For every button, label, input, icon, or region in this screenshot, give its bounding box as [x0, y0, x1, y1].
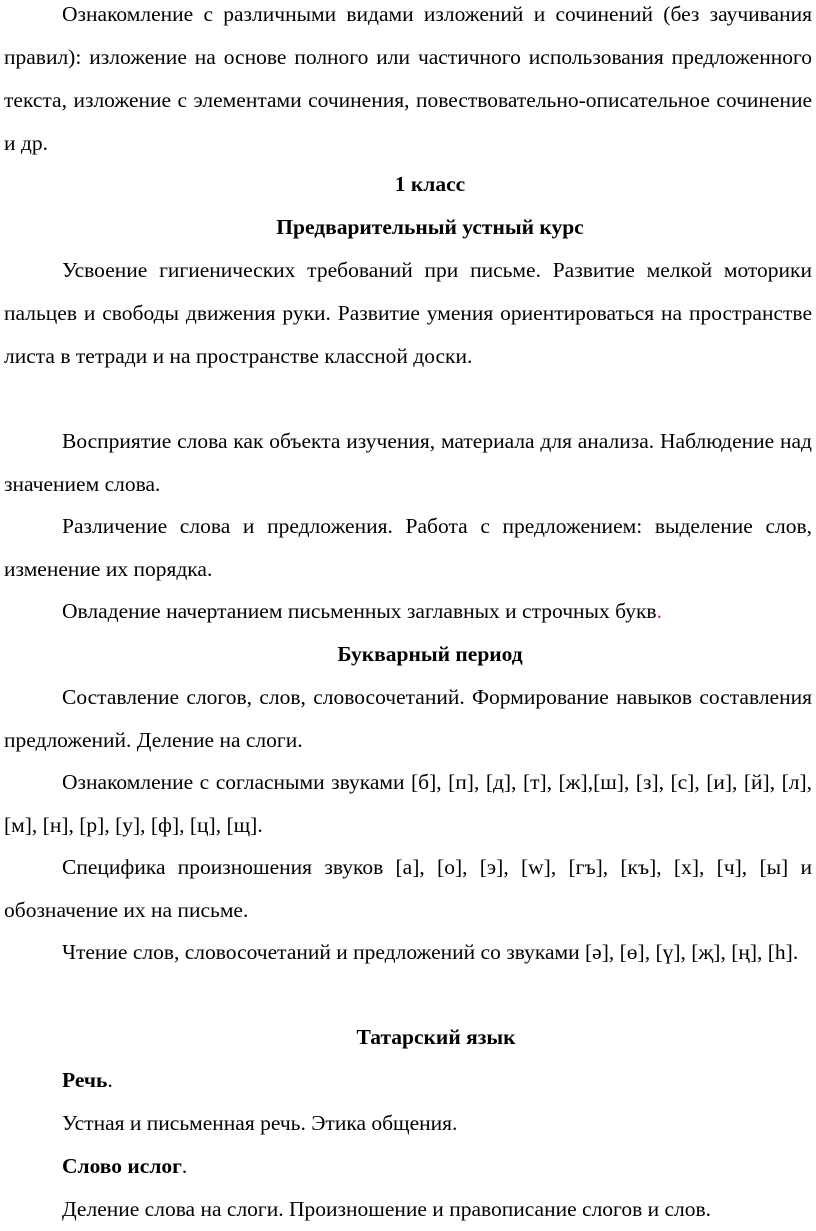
paragraph-oral-written: Устная и письменная речь. Этика общения.: [62, 1111, 458, 1135]
paragraph-hygiene: Усвоение гигиенических требований при письме. Развитие мелкой моторики пальцев и свободы движения руки. Развитие умения ориентироваться на пространстве листа в тетради и на пространстве классной доски.: [4, 258, 812, 368]
paragraph-sentence-work: Различение слова и предложения. Работа с предложением: выделение слов, изменение их порядка.: [4, 514, 812, 581]
subheading-speech: [4, 1059, 812, 1102]
paragraph-compositions: Ознакомление с различными видами изложений и сочинений (без заучивания правил): изложение на основе полного или частичного использования предложенного текста, изложение с элементами сочинения, повествовательно-описательное сочинение и др.: [4, 2, 812, 155]
paragraph-reading: Чтение слов, словосочетаний и предложений со звуками [ə], [ө], [ү], [җ], [ң], [һ].: [62, 940, 799, 964]
heading-tatar-language: Татарский язык: [356, 1025, 516, 1049]
letter-writing-text: Овладение начертанием письменных заглавных и строчных букв: [62, 599, 657, 623]
paragraph-letter-writing: [4, 590, 812, 633]
subheading-word-syllable: [4, 1145, 812, 1188]
paragraph-pronunciation: Специфика произношения звуков [а], [о], [э], [w], [гъ], [къ], [х], [ч], [ы] и обозначение их на письме.: [4, 855, 812, 922]
word-syllable-label: Слово ислог: [62, 1154, 182, 1178]
speech-dot: .: [107, 1068, 113, 1092]
word-syllable-dot: .: [181, 1154, 188, 1178]
letter-writing-dot: .: [656, 599, 662, 623]
heading-oral-course: Предварительный устный курс: [276, 215, 584, 239]
paragraph-syllable-division: Деление слова на слоги. Произношение и правописание слогов и слов.: [62, 1197, 712, 1221]
heading-grade-1: 1 класс: [394, 172, 466, 196]
paragraph-word-perception: Восприятие слова как объекта изучения, материала для анализа. Наблюдение над значением слова.: [4, 429, 812, 496]
paragraph-syllables: Составление слогов, слов, словосочетаний. Формирование навыков составления предложений. Деление на слоги.: [4, 685, 812, 752]
heading-abc-period: Букварный период: [337, 642, 523, 666]
paragraph-consonants: Ознакомление с согласными звуками [б], [п], [д], [т], [ж],[ш], [з], [с], [и], [й], [л], [м], [н], [р], [у], [ф], [ц], [щ].: [4, 770, 812, 837]
speech-label: Речь: [62, 1068, 108, 1092]
